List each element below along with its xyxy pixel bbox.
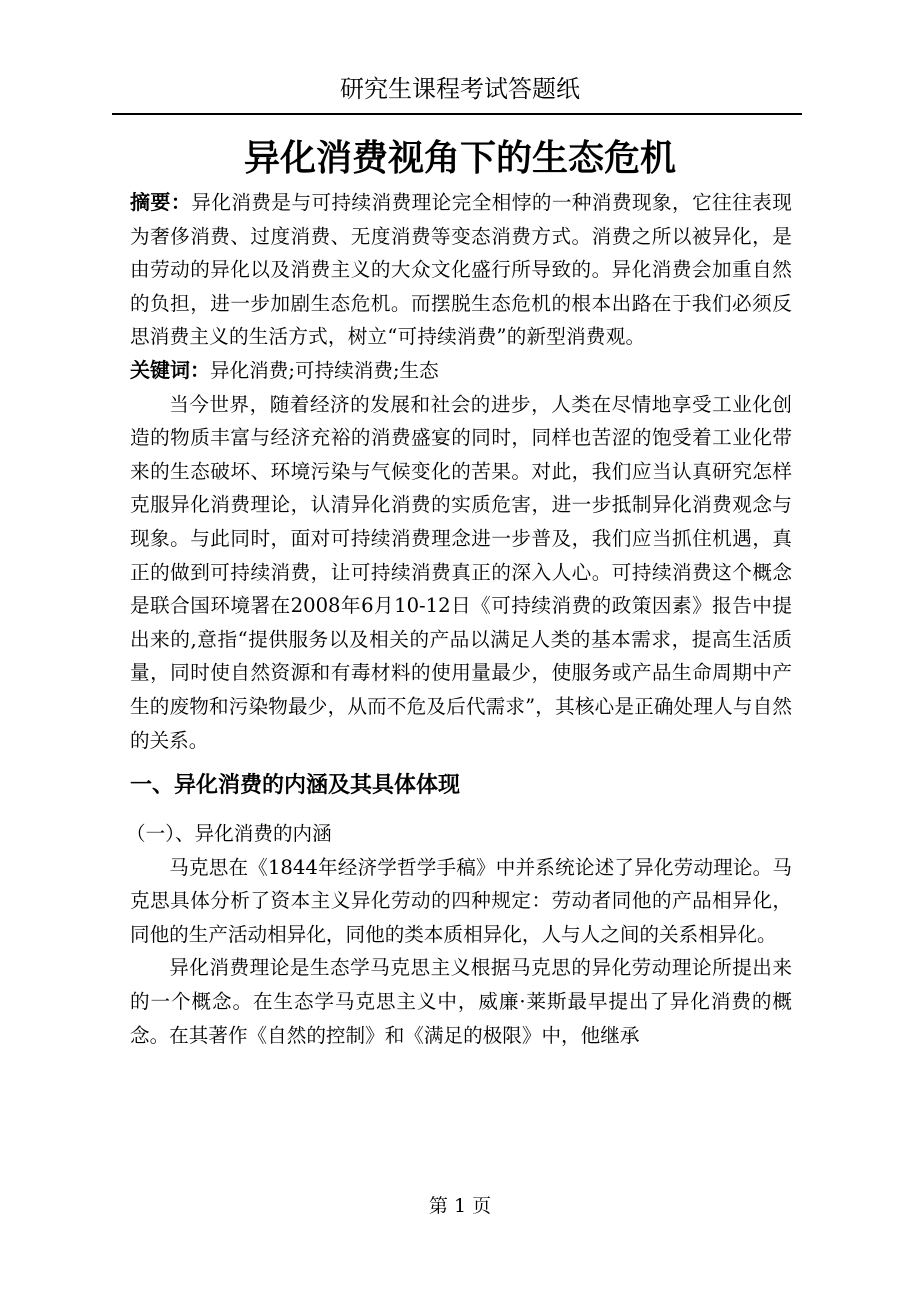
intro-paragraph: 当今世界，随着经济的发展和社会的进步，人类在尽情地享受工业化创造的物质丰富与经济充裕的消费盛宴的同时，同样也苦涩的饱受着工业化带来的生态破坏、环境污染与气候变化的苦果。对此，我们应当认真研究怎样克服异化消费理论，认清异化消费的实质危害，进一步抵制异化消费观念与现象。与此同时，面对可持续消费理念进一步普及，我们应当抓住机遇，真正的做到可持续消费，让可持续消费真正的深入人心。可持续消费这个概念是联合国环境署在2008年6月10-12日《可持续消费的政策因素》报告中提出来的,意指“提供服务以及相关的产品以满足人类的基本需求，提高生活质量，同时使自然资源和有毒材料的使用量最少，使服务或产品生命周期中产生的废物和污染物最少，从而不危及后代需求”，其核心是正确处理人与自然的关系。: [130, 392, 792, 752]
keywords-text: 异化消费;可持续消费;生态: [210, 358, 439, 382]
keywords-label: 关键词：: [130, 357, 210, 382]
abstract-label: 摘要：: [130, 190, 192, 214]
abstract-text: 异化消费是与可持续消费理论完全相悖的一种消费现象，它往往表现为奢侈消费、过度消费、无度消费等变态消费方式。消费之所以被异化，是由劳动的异化以及消费主义的大众文化盛行所导致的。异化消费会加重自然的负担，进一步加剧生态危机。而摆脱生态危机的根本出路在于我们必须反思消费主义的生活方式，树立“可持续消费”的新型消费观。: [130, 191, 792, 349]
body-paragraph: 马克思在《1844年经济学哲学手稿》中并系统论述了异化劳动理论。马克思具体分析了资本主义异化劳动的四种规定：劳动者同他的产品相异化，同他的生产活动相异化，同他的类本质相异化，人与人之间的关系相异化。: [130, 855, 792, 946]
document-body: [126, 186, 792, 1052]
keywords: [130, 354, 792, 388]
document-title: 异化消费视角下的生态危机: [243, 138, 676, 179]
page-number: 第 1 页: [428, 1195, 492, 1217]
subsection-heading: （一）、异化消费的内涵: [126, 822, 332, 846]
header-title: 研究生课程考试答题纸: [340, 75, 580, 103]
abstract: [130, 186, 792, 354]
section-heading: 一、异化消费的内涵及其具体体现: [130, 773, 461, 799]
header-divider: [112, 113, 802, 115]
body-paragraph: 异化消费理论是生态学马克思主义根据马克思的异化劳动理论所提出来的一个概念。在生态学马克思主义中，威廉·莱斯最早提出了异化消费的概念。在其著作《自然的控制》和《满足的极限》中，他继承: [130, 956, 792, 1047]
